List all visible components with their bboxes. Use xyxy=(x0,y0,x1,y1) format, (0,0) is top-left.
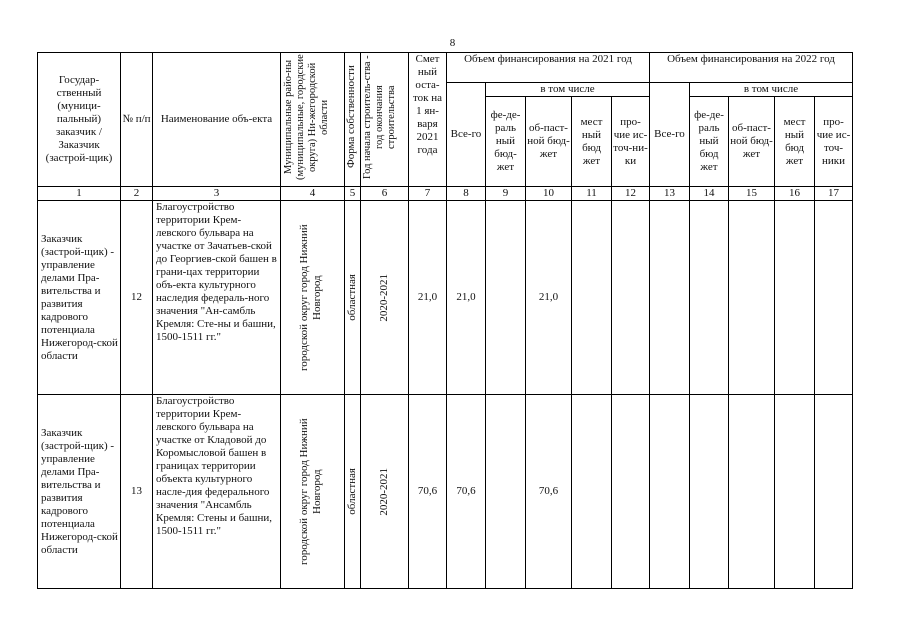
column-number: 15 xyxy=(729,187,775,201)
column-number: 2 xyxy=(121,187,153,201)
header-federal-2022: фе-де-раль ный бюд жет xyxy=(690,97,729,187)
header-total-2021: Все-го xyxy=(447,83,486,187)
row-regional-2022 xyxy=(729,395,775,589)
row-other-2021 xyxy=(612,201,650,395)
column-number: 12 xyxy=(612,187,650,201)
header-municipality: Муниципальные райо-ны (муниципальные, городские округа) Ни-жегородской области xyxy=(281,53,345,187)
row-other-2022 xyxy=(815,395,853,589)
header-years: Год начала строитель-ства - год окончания строительства xyxy=(361,53,409,187)
header-local-2022: мест ный бюд жет xyxy=(775,97,815,187)
column-number: 9 xyxy=(486,187,526,201)
column-number: 8 xyxy=(447,187,486,201)
column-numbers-row xyxy=(38,187,853,201)
row-federal-2022 xyxy=(690,395,729,589)
row-index: 12 xyxy=(121,201,153,395)
header-funding-2021: Объем финансирования на 2021 год xyxy=(447,53,650,83)
header-regional-2021: об-паст-ной бюд-жет xyxy=(526,97,572,187)
row-total-2022 xyxy=(650,395,690,589)
column-number: 7 xyxy=(409,187,447,201)
row-total-2022 xyxy=(650,201,690,395)
column-number: 3 xyxy=(153,187,281,201)
row-index: 13 xyxy=(121,395,153,589)
header-total-2022: Все-го xyxy=(650,83,690,187)
row-regional-2022 xyxy=(729,201,775,395)
row-municipality: городской округ город Нижний Новгород xyxy=(281,201,345,395)
column-number: 13 xyxy=(650,187,690,201)
row-customer: Заказчик (застрой-щик) - управление делами Пра-вительства и развития кадрового потенциала Нижегород-ской области xyxy=(38,395,121,589)
row-ownership: областная xyxy=(345,395,361,589)
header-remaining: Смет ный оста-ток на 1 ян-варя 2021 года xyxy=(409,53,447,187)
row-object-name: Благоустройство территории Крем-левского бульвара на участке от Кладовой до Коромысловой башен в границах территории объекта культурного насле-дия федерального значения "Ансамбль Кремля: Стены и башни, 1500-1511 гг." xyxy=(153,395,281,589)
row-other-2021 xyxy=(612,395,650,589)
row-municipality: городской округ город Нижний Новгород xyxy=(281,395,345,589)
column-number: 14 xyxy=(690,187,729,201)
row-federal-2022 xyxy=(690,201,729,395)
row-remaining: 70,6 xyxy=(409,395,447,589)
row-local-2022 xyxy=(775,395,815,589)
row-years: 2020-2021 xyxy=(361,395,409,589)
row-ownership: областная xyxy=(345,201,361,395)
header-regional-2022: об-паст-ной бюд-жет xyxy=(729,97,775,187)
column-number: 11 xyxy=(572,187,612,201)
row-regional-2021: 70,6 xyxy=(526,395,572,589)
header-other-2022: про-чие ис-точ-ники xyxy=(815,97,853,187)
row-object-name: Благоустройство территории Крем-левского бульвара на участке от Зачатьев-ской до Георгиев-ской башен в грани-цах территории объ-екта культурного наследия федераль-ного значения "Ан-самбль Кремля: Сте-ны и башни, 1500-1511 гг." xyxy=(153,201,281,395)
header-including-2022: в том числе xyxy=(690,83,853,97)
row-total-2021: 21,0 xyxy=(447,201,486,395)
row-local-2021 xyxy=(572,395,612,589)
column-number: 1 xyxy=(38,187,121,201)
table-row xyxy=(38,395,853,589)
header-including-2021: в том числе xyxy=(486,83,650,97)
row-regional-2021: 21,0 xyxy=(526,201,572,395)
column-number: 5 xyxy=(345,187,361,201)
header-funding-2022: Объем финансирования на 2022 год xyxy=(650,53,853,83)
row-total-2021: 70,6 xyxy=(447,395,486,589)
header-index: № п/п xyxy=(121,53,153,187)
header-other-2021: про-чие ис-точ-ни-ки xyxy=(612,97,650,187)
column-number: 4 xyxy=(281,187,345,201)
header-ownership: Форма собственности xyxy=(345,53,361,187)
header-federal-2021: фе-де-раль ный бюд-жет xyxy=(486,97,526,187)
header-customer: Государ-ственный (муници-пальный) заказчик / Заказчик (застрой-щик) xyxy=(38,53,121,187)
row-local-2021 xyxy=(572,201,612,395)
row-years: 2020-2021 xyxy=(361,201,409,395)
table-row xyxy=(38,201,853,395)
row-local-2022 xyxy=(775,201,815,395)
row-federal-2021 xyxy=(486,201,526,395)
page-number: 8 xyxy=(449,37,456,49)
header-object-name: Наименование объ-екта xyxy=(153,53,281,187)
financing-table xyxy=(37,52,853,589)
column-number: 6 xyxy=(361,187,409,201)
column-number: 16 xyxy=(775,187,815,201)
header-local-2021: мест ный бюд жет xyxy=(572,97,612,187)
column-number: 17 xyxy=(815,187,853,201)
row-remaining: 21,0 xyxy=(409,201,447,395)
row-customer: Заказчик (застрой-щик) - управление делами Пра-вительства и развития кадрового потенциала Нижегород-ской области xyxy=(38,201,121,395)
row-federal-2021 xyxy=(486,395,526,589)
column-number: 10 xyxy=(526,187,572,201)
row-other-2022 xyxy=(815,201,853,395)
